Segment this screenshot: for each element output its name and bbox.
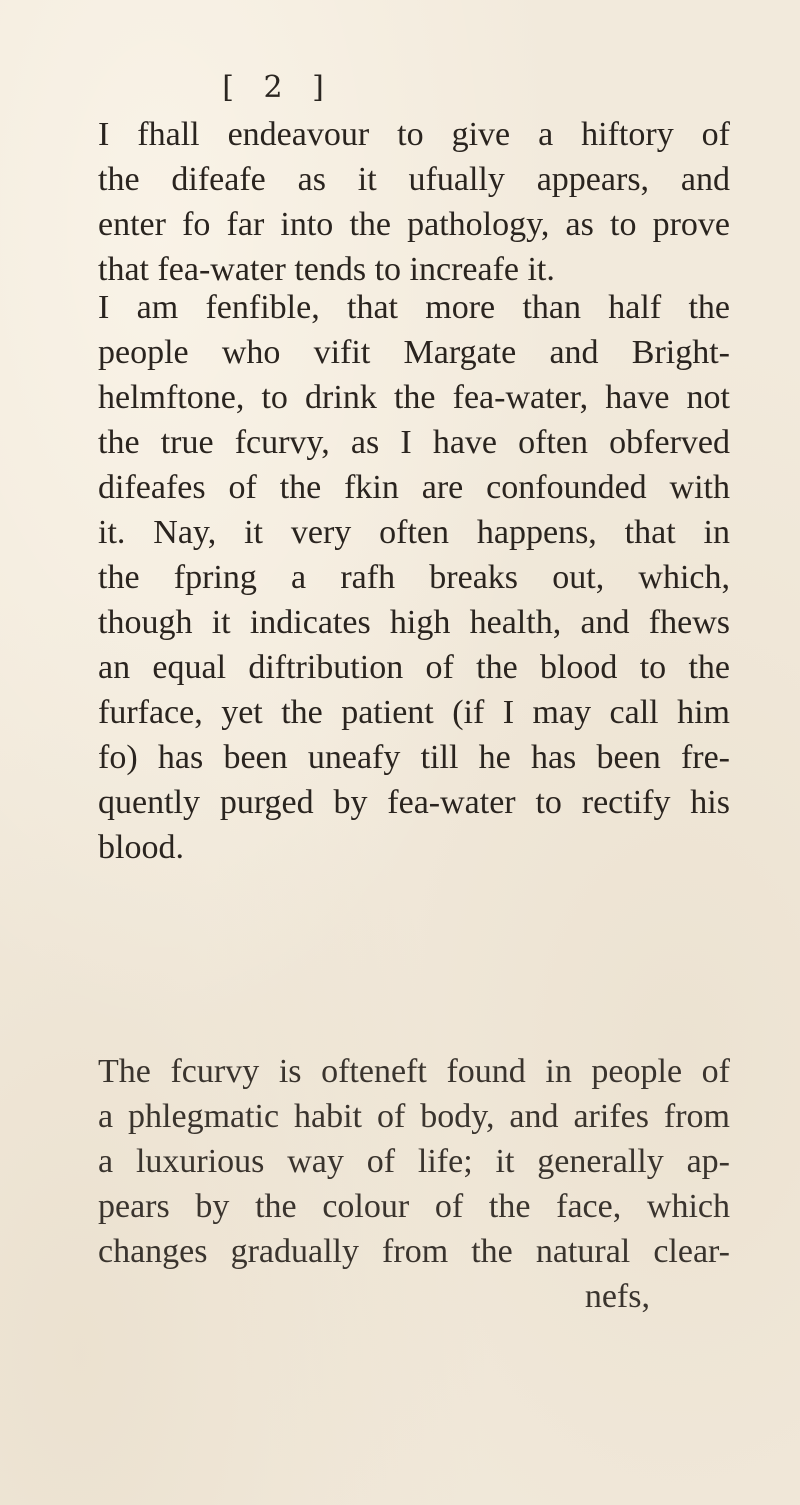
paragraph-line: furface, yet the patient (if I may call him (98, 694, 730, 731)
paragraph-line: the difeafe as it ufually appears, and (98, 161, 730, 198)
paragraph-line: enter fo far into the pathology, as to prove (98, 206, 730, 243)
paragraph-1 (98, 112, 730, 292)
paragraph-line: that fea-water tends to increafe it. (98, 251, 555, 288)
page-number: [ 2 ] (222, 70, 334, 105)
paragraph-line: the fpring a rafh breaks out, which, (98, 559, 730, 596)
paragraph-line: the true fcurvy, as I have often obferved (98, 424, 730, 461)
paragraph-line: a phlegmatic habit of body, and arifes from (98, 1098, 730, 1135)
paragraph-line: it. Nay, it very often happens, that in (98, 514, 730, 551)
paragraph-line: a luxurious way of life; it generally ap- (98, 1143, 730, 1180)
paragraph-line: difeafes of the fkin are confounded with (98, 469, 730, 506)
paragraph-line: I fhall endeavour to give a hiftory of (98, 116, 730, 153)
paragraph-line: fo) has been uneafy till he has been fre- (98, 739, 730, 776)
paragraph-line: The fcurvy is ofteneft found in people of (98, 1053, 730, 1090)
paragraph-3 (98, 1049, 730, 1319)
paragraph-line: an equal diftribution of the blood to the (98, 649, 730, 686)
paragraph-line: changes gradually from the natural clear- (98, 1233, 730, 1270)
paragraph-line: I am fenfible, that more than half the (98, 289, 730, 326)
paragraph-line: people who vifit Margate and Bright- (98, 334, 730, 371)
paragraph-line: blood. (98, 829, 184, 866)
catchword: nefs, (584, 1278, 650, 1315)
paragraph-line: pears by the colour of the face, which (98, 1188, 730, 1225)
paragraph-line: quently purged by fea-water to rectify his (98, 784, 730, 821)
paragraph-line: though it indicates high health, and fhews (98, 604, 730, 641)
paragraph-2 (98, 285, 730, 870)
paragraph-line: helmftone, to drink the fea-water, have not (98, 379, 730, 416)
